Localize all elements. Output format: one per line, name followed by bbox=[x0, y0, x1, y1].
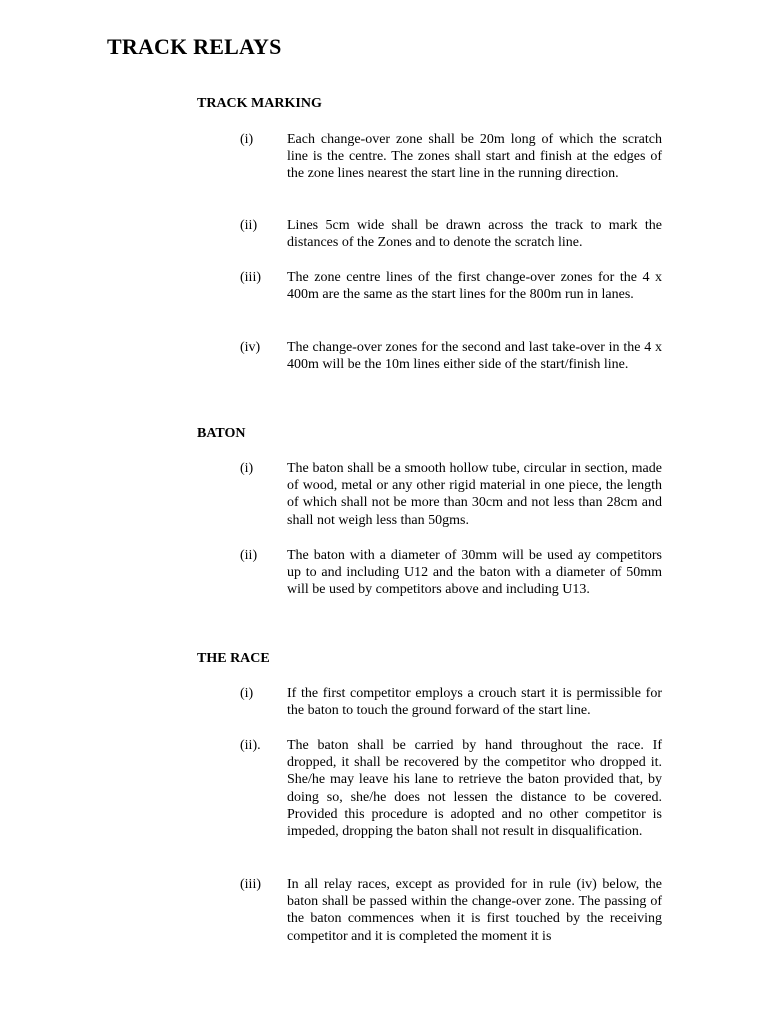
list-item-number: (ii) bbox=[240, 218, 258, 233]
list-item-text: In all relay races, except as provided for in rule (iv) below, the baton shall be passed within the change-over zone. The passing of the baton commences when it is first touched by the receiving competitor and it is completed the moment it is bbox=[287, 877, 662, 944]
list-item-number: (i) bbox=[240, 132, 254, 147]
list-item-text: Lines 5cm wide shall be drawn across the track to mark the distances of the Zones and to denote the scratch line. bbox=[287, 218, 662, 251]
list-item-number: (i) bbox=[240, 461, 254, 476]
list-item-number: (iii) bbox=[240, 877, 261, 892]
section-heading-track-marking: TRACK MARKING bbox=[197, 96, 322, 111]
section-heading-the-race: THE RACE bbox=[197, 651, 270, 666]
page-title: TRACK RELAYS bbox=[107, 34, 282, 59]
list-item-number: (iv) bbox=[240, 340, 261, 355]
list-item-text: The change-over zones for the second and last take-over in the 4 x 400m will be the 10m lines either side of the start/finish line. bbox=[287, 340, 662, 373]
list-item-number: (i) bbox=[240, 686, 254, 701]
list-item-text: If the first competitor employs a crouch start it is permissible for the baton to touch the ground forward of the start line. bbox=[287, 686, 662, 719]
list-item-text: The baton shall be carried by hand throughout the race. If dropped, it shall be recovered by the competitor who dropped it. She/he may leave his lane to retrieve the baton provided that, by doing so, she/he does not lessen the distance to be covered. Provided this procedure is adopted and no other competitor is impeded, dropping the baton shall not result in disqualification. bbox=[287, 738, 662, 840]
section-heading-baton: BATON bbox=[197, 426, 246, 441]
list-item-number: (iii) bbox=[240, 270, 261, 285]
list-item-text: Each change-over zone shall be 20m long of which the scratch line is the centre. The zones shall start and finish at the edges of the zone lines nearest the start line in the running direction. bbox=[287, 132, 662, 182]
list-item-text: The baton with a diameter of 30mm will be used ay competitors up to and including U12 and the baton with a diameter of 50mm will be used by competitors above and including U13. bbox=[287, 548, 662, 598]
list-item-text: The baton shall be a smooth hollow tube, circular in section, made of wood, metal or any other rigid material in one piece, the length of which shall not be more than 30cm and not less than 28cm and shall not weigh less than 50gms. bbox=[287, 461, 662, 528]
list-item-text: The zone centre lines of the first change-over zones for the 4 x 400m are the same as the start lines for the 800m run in lanes. bbox=[287, 270, 662, 303]
list-item-number: (ii). bbox=[240, 738, 261, 753]
list-item-number: (ii) bbox=[240, 548, 258, 563]
